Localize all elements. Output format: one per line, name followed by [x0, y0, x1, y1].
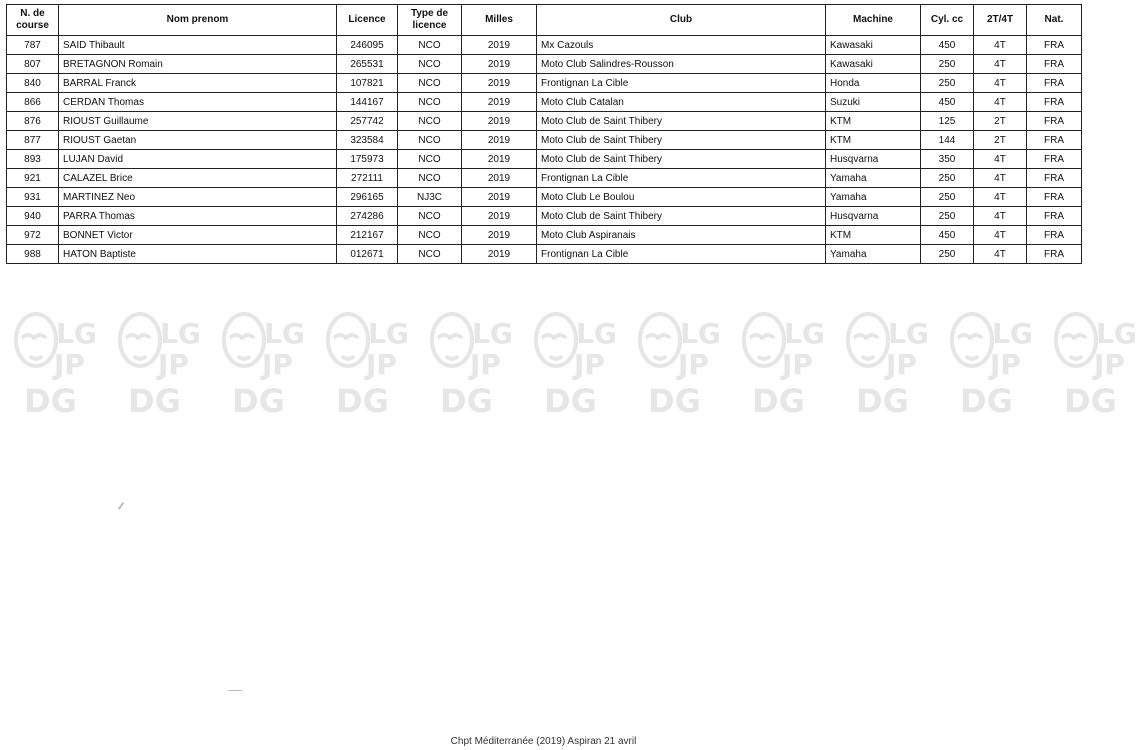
cell-club: Moto Club Salindres-Rousson [537, 55, 826, 74]
svg-text:LG: LG [472, 317, 513, 350]
cell-club: Moto Club de Saint Thibery [537, 150, 826, 169]
table-row [7, 74, 1082, 93]
cell-name: BARRAL Franck [59, 74, 337, 93]
cell-nationality: FRA [1027, 112, 1082, 131]
cell-stroke: 4T [974, 150, 1027, 169]
cell-stroke: 4T [974, 74, 1027, 93]
scan-speck [118, 502, 124, 510]
cell-licence: 272111 [337, 169, 398, 188]
watermark-logo [734, 308, 834, 418]
table-row [7, 150, 1082, 169]
header-machine: Machine [826, 5, 921, 36]
cell-licence: 012671 [337, 245, 398, 264]
table-row [7, 169, 1082, 188]
cell-club: Moto Club de Saint Thibery [537, 207, 826, 226]
svg-text:LG: LG [264, 317, 305, 350]
cell-cylinder: 250 [921, 245, 974, 264]
cell-milles: 2019 [462, 169, 537, 188]
cell-licence: 274286 [337, 207, 398, 226]
svg-text:LG: LG [56, 317, 97, 350]
scan-speck [228, 690, 242, 691]
svg-text:LG: LG [784, 317, 825, 350]
cell-licence: 296165 [337, 188, 398, 207]
cell-race-number: 866 [7, 93, 59, 112]
cell-milles: 2019 [462, 150, 537, 169]
svg-text:DG: DG [440, 382, 493, 420]
cell-licence-type: NCO [398, 93, 462, 112]
header-club: Club [537, 5, 826, 36]
entry-list-table [6, 4, 1082, 264]
cell-name: RIOUST Gaetan [59, 131, 337, 150]
svg-text:JP: JP [1094, 348, 1125, 381]
svg-text:DG: DG [128, 382, 181, 420]
cell-licence-type: NCO [398, 226, 462, 245]
cell-name: LUJAN David [59, 150, 337, 169]
cell-name: HATON Baptiste [59, 245, 337, 264]
svg-text:DG: DG [856, 382, 909, 420]
table-row [7, 112, 1082, 131]
svg-text:JP: JP [366, 348, 397, 381]
cell-milles: 2019 [462, 112, 537, 131]
svg-text:LG: LG [368, 317, 409, 350]
header-nationality: Nat. [1027, 5, 1082, 36]
cell-licence-type: NCO [398, 55, 462, 74]
cell-nationality: FRA [1027, 36, 1082, 55]
cell-club: Frontignan La Cible [537, 74, 826, 93]
table-body [7, 36, 1082, 264]
cell-cylinder: 450 [921, 93, 974, 112]
cell-milles: 2019 [462, 207, 537, 226]
table-row [7, 131, 1082, 150]
cell-cylinder: 250 [921, 188, 974, 207]
cell-machine: KTM [826, 226, 921, 245]
table-row [7, 226, 1082, 245]
svg-text:JP: JP [262, 348, 293, 381]
cell-licence-type: NJ3C [398, 188, 462, 207]
cell-machine: Yamaha [826, 188, 921, 207]
cell-cylinder: 450 [921, 36, 974, 55]
cell-cylinder: 450 [921, 226, 974, 245]
watermark-logo [1046, 308, 1146, 418]
svg-text:JP: JP [54, 348, 85, 381]
cell-club: Moto Club Le Boulou [537, 188, 826, 207]
cell-cylinder: 250 [921, 55, 974, 74]
cell-stroke: 4T [974, 169, 1027, 188]
header-name: Nom prenom [59, 5, 337, 36]
svg-text:JP: JP [990, 348, 1021, 381]
cell-stroke: 4T [974, 93, 1027, 112]
cell-licence: 246095 [337, 36, 398, 55]
table-row [7, 188, 1082, 207]
cell-stroke: 4T [974, 207, 1027, 226]
cell-race-number: 876 [7, 112, 59, 131]
cell-club: Moto Club Catalan [537, 93, 826, 112]
cell-stroke: 4T [974, 226, 1027, 245]
cell-club: Moto Club de Saint Thibery [537, 131, 826, 150]
cell-race-number: 931 [7, 188, 59, 207]
cell-licence: 144167 [337, 93, 398, 112]
cell-cylinder: 250 [921, 169, 974, 188]
cell-licence-type: NCO [398, 131, 462, 150]
cell-machine: Husqvarna [826, 207, 921, 226]
cell-name: RIOUST Guillaume [59, 112, 337, 131]
cell-name: PARRA Thomas [59, 207, 337, 226]
cell-nationality: FRA [1027, 131, 1082, 150]
svg-text:LG: LG [992, 317, 1033, 350]
cell-name: CALAZEL Brice [59, 169, 337, 188]
cell-race-number: 840 [7, 74, 59, 93]
cell-machine: KTM [826, 131, 921, 150]
cell-name: CERDAN Thomas [59, 93, 337, 112]
svg-text:DG: DG [648, 382, 701, 420]
cell-stroke: 2T [974, 131, 1027, 150]
svg-text:LG: LG [888, 317, 929, 350]
cell-club: Frontignan La Cible [537, 245, 826, 264]
cell-race-number: 787 [7, 36, 59, 55]
svg-text:LG: LG [1096, 317, 1137, 350]
cell-licence-type: NCO [398, 74, 462, 93]
cell-nationality: FRA [1027, 93, 1082, 112]
cell-race-number: 921 [7, 169, 59, 188]
table-row [7, 93, 1082, 112]
cell-nationality: FRA [1027, 188, 1082, 207]
svg-text:LG: LG [160, 317, 201, 350]
watermark-logo [110, 308, 210, 418]
cell-milles: 2019 [462, 245, 537, 264]
cell-race-number: 807 [7, 55, 59, 74]
table-row [7, 245, 1082, 264]
cell-name: BRETAGNON Romain [59, 55, 337, 74]
cell-milles: 2019 [462, 188, 537, 207]
cell-race-number: 972 [7, 226, 59, 245]
svg-text:JP: JP [678, 348, 709, 381]
cell-licence: 175973 [337, 150, 398, 169]
cell-licence: 265531 [337, 55, 398, 74]
cell-machine: Husqvarna [826, 150, 921, 169]
cell-cylinder: 250 [921, 74, 974, 93]
cell-name: BONNET Victor [59, 226, 337, 245]
cell-machine: Honda [826, 74, 921, 93]
cell-nationality: FRA [1027, 74, 1082, 93]
header-licence: Licence [337, 5, 398, 36]
watermark-logo [422, 308, 522, 418]
svg-text:DG: DG [960, 382, 1013, 420]
watermark-logo [838, 308, 938, 418]
cell-licence-type: NCO [398, 150, 462, 169]
cell-machine: Suzuki [826, 93, 921, 112]
svg-text:DG: DG [24, 382, 77, 420]
cell-machine: KTM [826, 112, 921, 131]
table-row [7, 36, 1082, 55]
table-row [7, 55, 1082, 74]
cell-licence-type: NCO [398, 169, 462, 188]
cell-name: MARTINEZ Neo [59, 188, 337, 207]
cell-stroke: 4T [974, 188, 1027, 207]
cell-machine: Yamaha [826, 169, 921, 188]
svg-text:JP: JP [886, 348, 917, 381]
watermark-band [0, 308, 1137, 420]
cell-club: Frontignan La Cible [537, 169, 826, 188]
cell-milles: 2019 [462, 93, 537, 112]
cell-club: Moto Club Aspiranais [537, 226, 826, 245]
table-header-row [7, 5, 1082, 36]
cell-race-number: 893 [7, 150, 59, 169]
cell-licence: 323584 [337, 131, 398, 150]
header-licence-type: Type de licence [398, 5, 462, 36]
cell-milles: 2019 [462, 55, 537, 74]
cell-milles: 2019 [462, 36, 537, 55]
cell-licence-type: NCO [398, 36, 462, 55]
svg-text:JP: JP [574, 348, 605, 381]
cell-nationality: FRA [1027, 226, 1082, 245]
cell-licence: 212167 [337, 226, 398, 245]
cell-cylinder: 250 [921, 207, 974, 226]
watermark-logo [318, 308, 418, 418]
cell-cylinder: 125 [921, 112, 974, 131]
svg-text:DG: DG [232, 382, 285, 420]
cell-name: SAID Thibault [59, 36, 337, 55]
watermark-logo [214, 308, 314, 418]
cell-club: Moto Club de Saint Thibery [537, 112, 826, 131]
cell-race-number: 988 [7, 245, 59, 264]
cell-licence-type: NCO [398, 112, 462, 131]
header-milles: Milles [462, 5, 537, 36]
cell-cylinder: 350 [921, 150, 974, 169]
cell-nationality: FRA [1027, 245, 1082, 264]
svg-text:DG: DG [752, 382, 805, 420]
header-race-number: N. de course [7, 5, 59, 36]
svg-text:JP: JP [782, 348, 813, 381]
cell-stroke: 2T [974, 112, 1027, 131]
cell-nationality: FRA [1027, 150, 1082, 169]
cell-machine: Yamaha [826, 245, 921, 264]
svg-text:LG: LG [680, 317, 721, 350]
svg-text:DG: DG [544, 382, 597, 420]
cell-milles: 2019 [462, 226, 537, 245]
header-stroke: 2T/4T [974, 5, 1027, 36]
table-row [7, 207, 1082, 226]
cell-milles: 2019 [462, 74, 537, 93]
cell-stroke: 4T [974, 55, 1027, 74]
cell-milles: 2019 [462, 131, 537, 150]
watermark-logo [6, 308, 106, 418]
cell-club: Mx Cazouls [537, 36, 826, 55]
cell-licence-type: NCO [398, 207, 462, 226]
cell-licence: 257742 [337, 112, 398, 131]
cell-race-number: 877 [7, 131, 59, 150]
svg-text:DG: DG [336, 382, 389, 420]
cell-race-number: 940 [7, 207, 59, 226]
header-cylinder: Cyl. cc [921, 5, 974, 36]
cell-machine: Kawasaki [826, 36, 921, 55]
cell-nationality: FRA [1027, 207, 1082, 226]
cell-licence-type: NCO [398, 245, 462, 264]
watermark-logo [526, 308, 626, 418]
cell-machine: Kawasaki [826, 55, 921, 74]
watermark-logo [630, 308, 730, 418]
cell-stroke: 4T [974, 36, 1027, 55]
svg-text:DG: DG [1064, 382, 1117, 420]
cell-cylinder: 144 [921, 131, 974, 150]
watermark-logo [942, 308, 1042, 418]
svg-text:LG: LG [576, 317, 617, 350]
svg-text:JP: JP [158, 348, 189, 381]
cell-stroke: 4T [974, 245, 1027, 264]
page-footer: Chpt Méditerranée (2019) Aspiran 21 avril [450, 736, 637, 747]
cell-licence: 107821 [337, 74, 398, 93]
svg-text:JP: JP [470, 348, 501, 381]
cell-nationality: FRA [1027, 169, 1082, 188]
cell-nationality: FRA [1027, 55, 1082, 74]
